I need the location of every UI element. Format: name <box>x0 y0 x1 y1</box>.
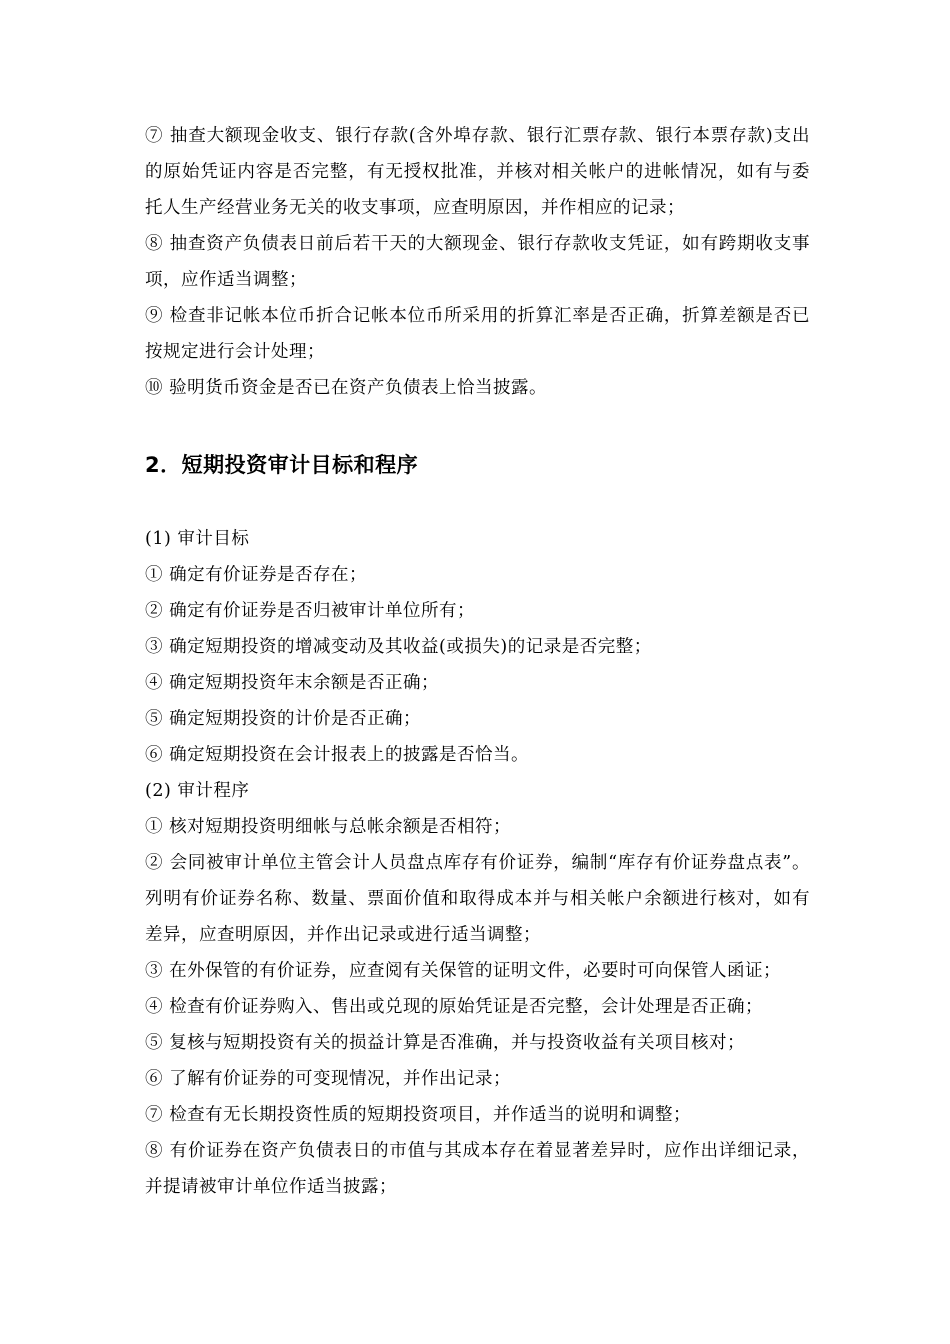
objective-item-1: ① 确定有价证券是否存在； <box>145 565 368 585</box>
procedure-item-10: ⑩ 验明货币资金是否已在资产负债表上恰当披露。 <box>145 378 548 398</box>
section-heading: 2．短期投资审计目标和程序 <box>145 453 419 477</box>
objective-item-2: ② 确定有价证券是否归被审计单位所有； <box>145 601 476 621</box>
cash-audit-procedures-continued <box>145 118 810 406</box>
procedure-item-7: ⑦ 检查有无长期投资性质的短期投资项目，并作适当的说明和调整； <box>145 1105 692 1125</box>
procedure-item-4: ④ 检查有价证券购入、售出或兑现的原始凭证是否完整，会计处理是否正确； <box>145 997 764 1017</box>
procedure-item-9: ⑨ 检查非记帐本位币折合记帐本位币所采用的折算汇率是否正确，折算差额是否已按规定进行会计处理； <box>145 306 810 362</box>
subsection-title-audit-objectives: (1) 审计目标 <box>145 529 250 549</box>
objective-item-6: ⑥ 确定短期投资在会计报表上的披露是否恰当。 <box>145 745 530 765</box>
objective-item-3: ③ 确定短期投资的增减变动及其收益(或损失)的记录是否完整； <box>145 637 652 657</box>
procedure-item-2: ② 会同被审计单位主管会计人员盘点库存有价证券，编制“库存有价证券盘点表”。列明有价证券名称、数量、票面价值和取得成本并与相关帐户余额进行核对，如有差异，应查明原因，并作出记录或进行适当调整； <box>145 853 810 945</box>
procedure-item-8: ⑧ 抽查资产负债表日前后若干天的大额现金、银行存款收支凭证，如有跨期收支事项，应作适当调整； <box>145 234 810 290</box>
procedure-item-1: ① 核对短期投资明细帐与总帐余额是否相符； <box>145 817 512 837</box>
objective-item-5: ⑤ 确定短期投资的计价是否正确； <box>145 709 422 729</box>
subsection-title-audit-procedures: (2) 审计程序 <box>145 781 250 801</box>
procedure-item-6: ⑥ 了解有价证券的可变现情况，并作出记录； <box>145 1069 512 1089</box>
short-term-investment-audit <box>145 521 810 1205</box>
procedure-item-8: ⑧ 有价证券在资产负债表日的市值与其成本存在着显著差异时，应作出详细记录，并提请被审计单位作适当披露； <box>145 1141 810 1197</box>
objective-item-4: ④ 确定短期投资年末余额是否正确； <box>145 673 440 693</box>
procedure-item-7: ⑦ 抽查大额现金收支、银行存款(含外埠存款、银行汇票存款、银行本票存款)支出的原始凭证内容是否完整，有无授权批准，并核对相关帐户的进帐情况，如有与委托人生产经营业务无关的收支事项，应查明原因，并作相应的记录； <box>145 126 810 218</box>
procedure-item-3: ③ 在外保管的有价证券，应查阅有关保管的证明文件，必要时可向保管人函证； <box>145 961 782 981</box>
procedure-item-5: ⑤ 复核与短期投资有关的损益计算是否准确，并与投资收益有关项目核对； <box>145 1033 746 1053</box>
